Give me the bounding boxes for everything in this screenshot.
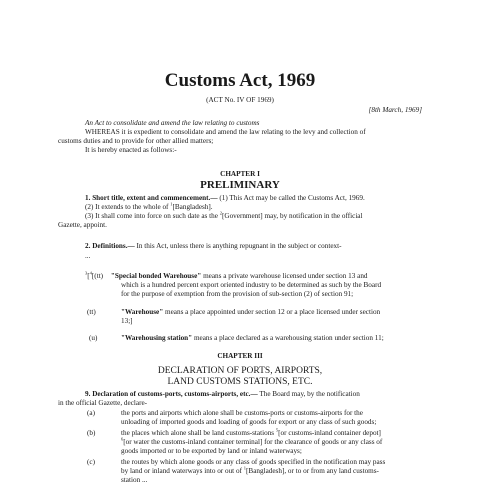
chapter-1-name: PRELIMINARY	[200, 179, 280, 191]
clause-c-line-2	[121, 467, 379, 475]
clause-b-text: the places which alone shall be land customs-stations	[121, 429, 276, 437]
s1-3-bracket: [Government] may, by notification in the official	[221, 212, 363, 220]
definition-tt-label: [(tt)	[91, 272, 104, 280]
preamble-line-1: WHEREAS it is expedient to consolidate and amend the law relating to the levy and collection of	[85, 128, 366, 136]
document-title: Customs Act, 1969	[164, 70, 316, 91]
chapter-3-name-1: DECLARATION OF PORTS, AIRPORTS,	[157, 366, 323, 376]
definition-u-term: "Warehousing station"	[121, 334, 193, 342]
definition-ttt-label: (tt)	[87, 308, 96, 316]
long-title: An Act to consolidate and amend the law relating to customs	[85, 119, 260, 127]
s1-2-bracket: [Bangladesh].	[172, 203, 213, 211]
definition-u-line	[121, 334, 384, 342]
section-1-subsection-2	[85, 203, 213, 211]
definition-u-text: means a place declared as a warehousing station under section 11;	[192, 334, 384, 342]
definition-ttt-text: means a place appointed under section 12 or a place licensed under section	[163, 308, 381, 316]
definition-tt-line-3: for the purpose of exemption from the provision of sub-section (2) of section 91;	[121, 290, 354, 298]
footnote-ref: 2	[219, 210, 222, 216]
footnote-ref: 3	[85, 270, 88, 276]
section-1-heading: 1. Short title, extent and commencement.—	[85, 194, 218, 202]
clause-b-label: (b)	[87, 429, 96, 437]
footnote-ref: 1	[170, 201, 173, 207]
section-2-line	[85, 242, 342, 250]
definition-tt-term: "Special bonded Warehouse"	[110, 272, 202, 280]
enactment-clause: It is hereby enacted as follows:-	[85, 146, 177, 154]
section-9-text: The Board may, by the notification	[257, 390, 360, 398]
definition-u-label: (u)	[89, 334, 98, 342]
definition-ttt-term: "Warehouse"	[121, 308, 164, 316]
clause-b-text-2: [or water the customs-inland container terminal] for the clearance of goods or any class of	[123, 438, 383, 446]
section-1-subsection-3-cont: Gazette, appoint.	[58, 221, 107, 229]
definition-tt-line-2: which is a hundred percent export oriented industry to be determined as such by the Board	[121, 281, 382, 289]
clause-a-line-1: the ports and airports which alone shall be customs-ports or customs-airports for the	[121, 409, 363, 417]
act-number: (ACT No. IV OF 1969)	[206, 96, 274, 104]
chapter-1-label: CHAPTER I	[220, 170, 260, 178]
section-1-line-1	[85, 194, 365, 202]
act-date: [8th March, 1969]	[368, 106, 422, 114]
section-1-subsection-3	[85, 212, 363, 220]
chapter-3-label: CHAPTER III	[217, 352, 263, 360]
s1-3-text: (3) It shall come into force on such date as the	[85, 212, 220, 220]
clause-c-text: by land or inland waterways into or out of	[121, 467, 244, 475]
footnote-ref: 5	[275, 427, 279, 433]
clause-b-line-3: goods imported or to be exported by land or inland waterways;	[121, 447, 302, 455]
section-1-text: (1) This Act may be called the Customs Act, 1969.	[217, 194, 365, 202]
definition-ttt-line-2: 13;]	[121, 317, 133, 325]
clause-a-label: (a)	[87, 409, 95, 417]
definition-tt-text: means a private warehouse licensed under section 13 and	[201, 272, 368, 280]
ellipsis: ...	[85, 252, 91, 260]
section-9-line-1	[85, 390, 360, 398]
clause-b-line-1	[121, 429, 381, 437]
definition-ttt-line-1	[121, 308, 380, 316]
definition-tt-line-1: $^3$[$^4$[(tt) "Special bonded Warehouse" means a private warehouse licensed under section 13 and	[85, 270, 368, 280]
footnote-ref: 1	[243, 465, 247, 471]
footnote-ref: 4	[89, 270, 92, 276]
clause-c-bracket: [Bangladesh], or to or from any land customs-	[246, 467, 379, 475]
clause-b-bracket: [or customs-inland container depot]	[278, 429, 381, 437]
clause-c-line-1: the routes by which alone goods or any class of goods specified in the notification may pass	[121, 458, 386, 466]
footnote-ref: 6	[121, 436, 124, 442]
s1-2-text: (2) It extends to the whole of	[85, 203, 171, 211]
section-9-heading: 9. Declaration of customs-ports, customs-airports, etc.—	[85, 390, 258, 398]
section-2-heading: 2. Definitions.—	[85, 242, 135, 250]
preamble-line-2: customs duties and to provide for other allied matters;	[58, 137, 214, 145]
section-9-line-2: in the official Gazette, declare-	[58, 399, 148, 407]
clause-a-line-2: unloading of imported goods and loading of goods for export or any class of such goods;	[121, 418, 377, 426]
clause-c-label: (c)	[87, 458, 95, 466]
section-2-text: In this Act, unless there is anything repugnant in the subject or context-	[134, 242, 342, 250]
clause-b-line-2	[121, 438, 382, 446]
clause-c-line-3: station ...	[121, 476, 148, 484]
chapter-3-name-2: LAND CUSTOMS STATIONS, ETC.	[167, 377, 313, 387]
